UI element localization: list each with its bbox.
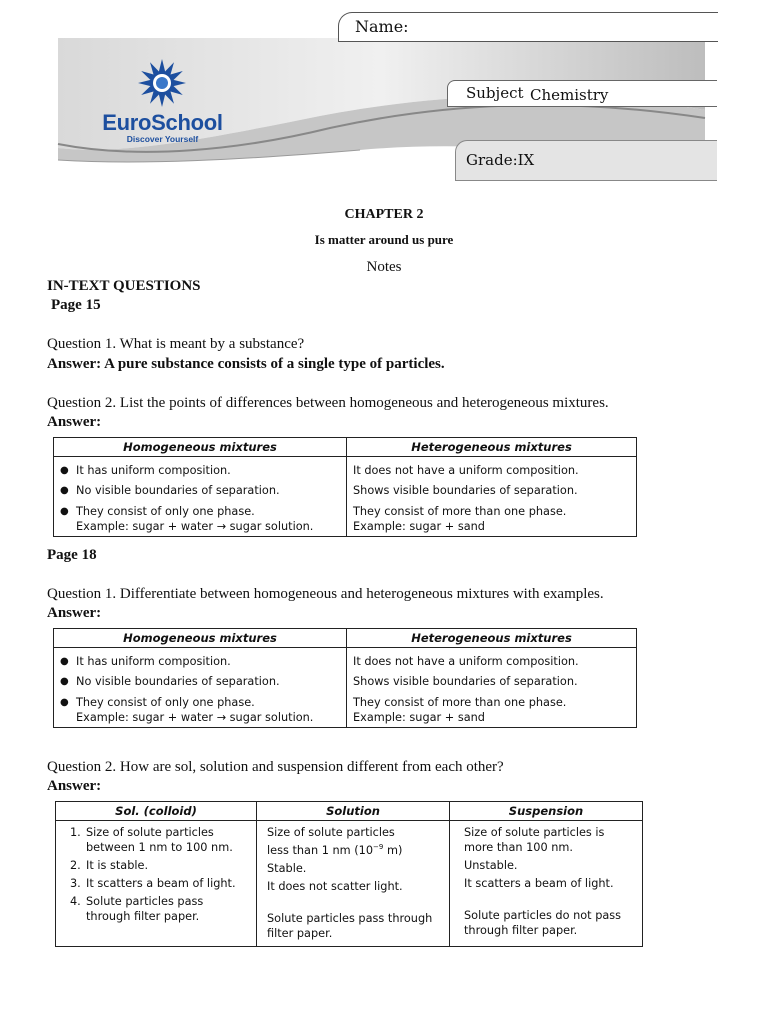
table-header-row [54,438,637,457]
question-4-text: Question 2. How are sol, solution and suspension different from each other? [47,759,504,775]
solution-cell [257,821,450,947]
list-item: Shows visible boundaries of separation. [353,484,578,497]
name-label: Name: [355,17,409,36]
table-row [54,648,637,728]
list-item: Size of solute particles is more than 100 nm. [464,826,605,854]
example-text: Example: sugar + sand [353,520,485,533]
table-row [54,457,637,537]
list-item-text: Solute particles pass through filter paper. [86,895,204,923]
table-header-heterogeneous: Heterogeneous mixtures [347,629,637,648]
list-item: ● No visible boundaries of separation. [60,481,340,501]
list-item: ● They consist of only one phase. [60,504,340,520]
table-header-sol: Sol. (colloid) [56,802,257,821]
document-header [0,0,768,200]
suspension-cell [450,821,643,947]
table-header-homogeneous: Homogeneous mixtures [54,438,347,457]
star-logo-icon [132,58,192,108]
logo-tagline: Discover Yourself [126,134,199,144]
table-header-suspension: Suspension [450,802,643,821]
list-item: ● No visible boundaries of separation. [60,672,340,692]
page-18-heading: Page 18 [47,547,97,563]
list-item [56,825,250,855]
list-item: It scatters a beam of light. [464,877,614,890]
list-item [56,894,250,924]
chapter-number: CHAPTER 2 [344,207,424,222]
question-2-text: Question 2. List the points of differences between homogeneous and heterogeneous mixtures. [47,395,609,411]
question-4-answer-label: Answer: [47,778,102,794]
table-header-heterogeneous: Heterogeneous mixtures [347,438,637,457]
grade-label: Grade:IX [466,151,535,169]
list-number: 3. [70,877,81,890]
subject-value: Chemistry [530,86,609,104]
list-item: They consist of more than one phase. [353,505,567,518]
homogeneous-cell [54,457,347,537]
example-text: Example: sugar + water → sugar solution. [76,520,314,533]
list-item: Stable. [267,861,307,875]
question-1-text: Question 1. What is meant by a substance? [47,336,305,352]
table-header-homogeneous: Homogeneous mixtures [54,629,347,648]
page-15-heading: Page 15 [51,297,101,313]
mixtures-table [53,437,637,537]
example-text: Example: sugar + sand [353,711,485,724]
list-item: ● They consist of only one phase. [60,695,340,711]
list-item-text: Size of solute particles between 1 nm to 100 nm. [86,826,233,854]
list-item-text: m) [383,843,403,857]
table-header-row [56,802,643,821]
euroschool-logo [100,58,225,148]
table-header-row [54,629,637,648]
logo-brand-name: EuroSchool [102,110,223,135]
list-number: 2. [70,859,81,872]
question-2-answer-label: Answer: [47,414,102,430]
heterogeneous-cell [347,648,637,728]
subject-field[interactable] [447,80,717,107]
table-header-solution: Solution [257,802,450,821]
section-heading: IN-TEXT QUESTIONS [47,278,201,294]
list-item: Shows visible boundaries of separation. [353,675,578,688]
list-item [56,858,250,873]
list-item: Unstable. [464,859,518,872]
list-number: 4. [70,895,81,908]
list-item-text: It scatters a beam of light. [86,877,236,890]
list-item: Solute particles do not pass through filter paper. [464,909,622,937]
exponent: −9 [373,843,384,851]
question-3-answer-label: Answer: [47,605,102,621]
heterogeneous-cell [347,457,637,537]
list-item: It does not have a uniform composition. [353,655,579,668]
list-item: It does not have a uniform composition. [353,464,579,477]
question-3-text: Question 1. Differentiate between homogeneous and heterogeneous mixtures with examples. [47,586,604,602]
list-item: It does not scatter light. [267,879,403,893]
mixtures-table-2 [53,628,637,728]
example-text: Example: sugar + water → sugar solution. [76,711,314,724]
list-item [267,840,443,858]
grade-field[interactable] [455,140,717,181]
homogeneous-cell [54,648,347,728]
sol-list [56,825,250,924]
list-item-text: less than 1 nm (10 [267,843,374,857]
list-item: ● It has uniform composition. [60,652,340,672]
list-item: Size of solute particles [267,826,395,839]
list-item-text: It is stable. [86,859,149,872]
list-item: Solute particles pass through filter paper. [267,911,433,940]
subject-label: Subject [466,84,524,102]
list-item: ● It has uniform composition. [60,461,340,481]
notes-heading: Notes [366,259,402,275]
list-item: They consist of more than one phase. [353,696,567,709]
name-field[interactable] [338,12,718,42]
table-row [56,821,643,947]
sol-solution-suspension-table [55,801,643,947]
question-1-answer: Answer: A pure substance consists of a single type of particles. [47,356,445,372]
sol-cell [56,821,257,947]
list-item [56,876,250,891]
chapter-title: Is matter around us pure [314,232,454,247]
list-number: 1. [70,826,81,839]
